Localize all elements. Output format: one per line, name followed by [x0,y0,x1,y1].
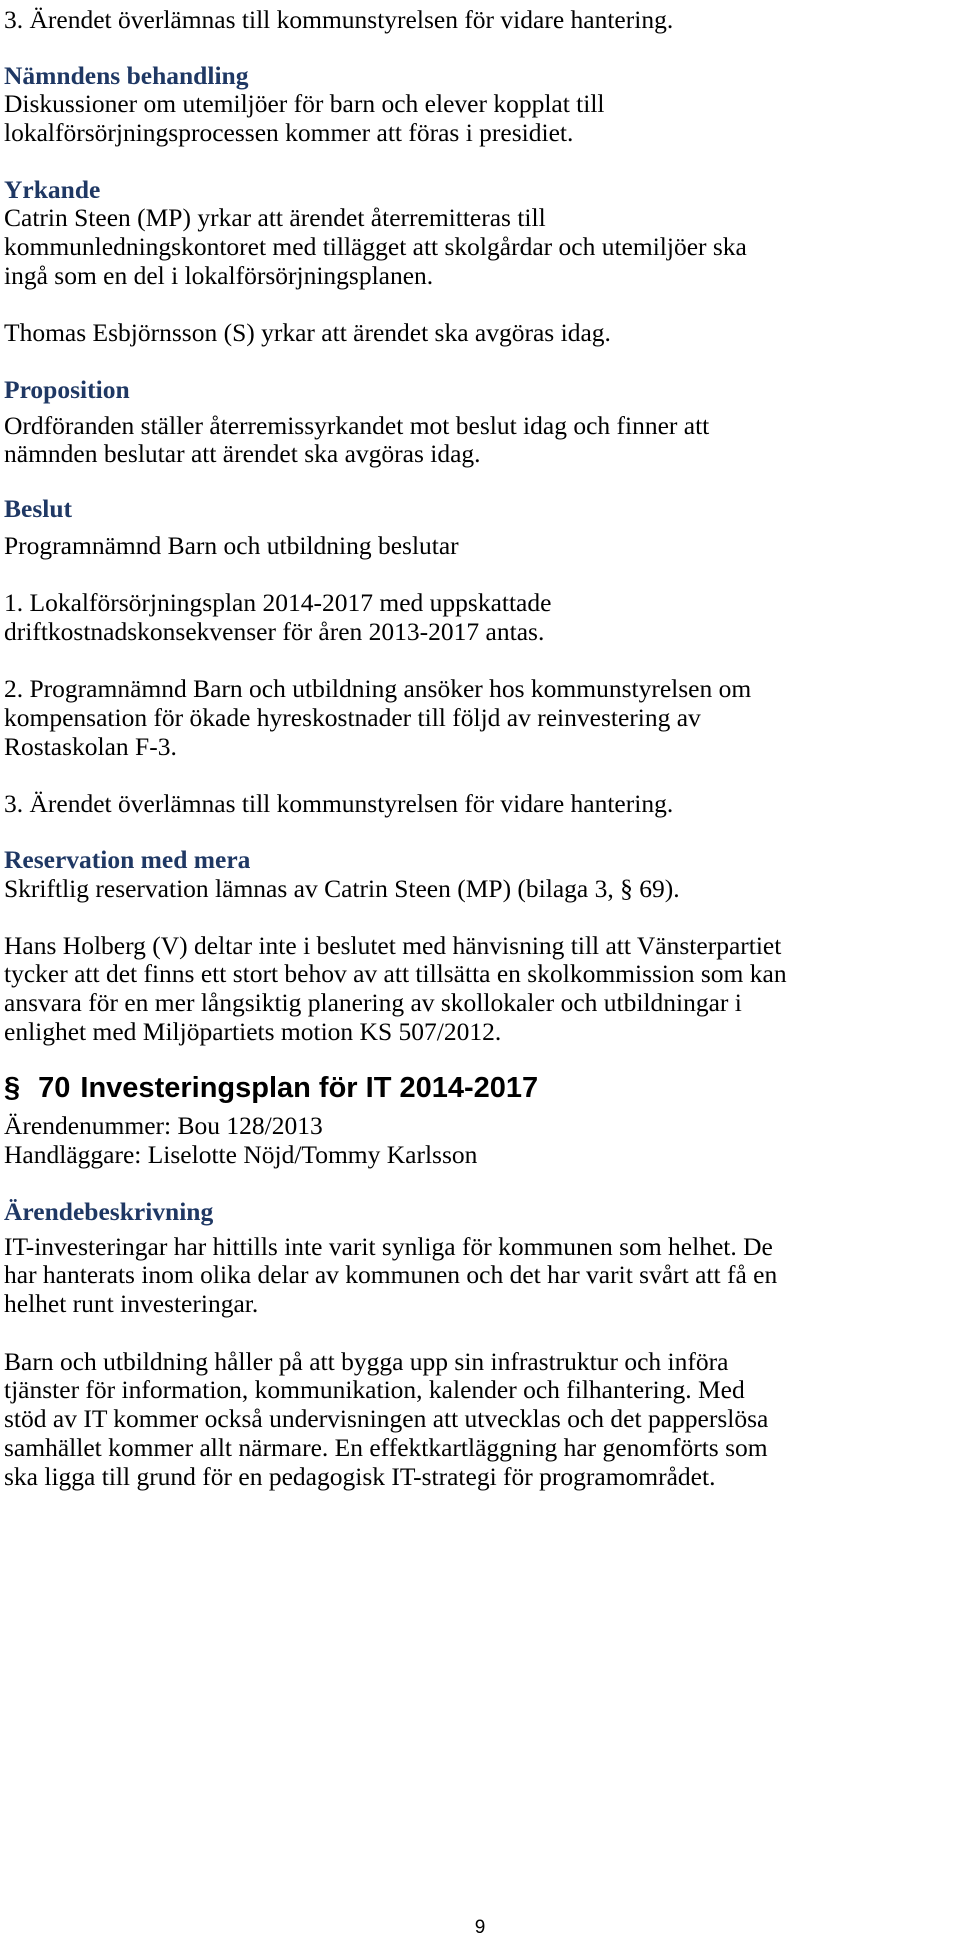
section-symbol: § [4,1072,21,1104]
body-line: ingå som en del i lokalförsörjningsplanen. [4,261,434,290]
reservation-line: Skriftlig reservation lämnas av Catrin Steen (MP) (bilaga 3, § 69). [4,874,680,903]
body-line: ska ligga till grund för en pedagogisk IT-strategi för programområdet. [4,1462,716,1491]
body-line: har hanterats inom olika delar av kommunen och det har varit svårt att få en [4,1260,778,1289]
body-line: tycker att det finns ett stort behov av att tillsätta en skolkommission som kan [4,959,787,988]
body-line: samhället kommer allt närmare. En effektkartläggning har genomförts som [4,1433,768,1462]
body-line: tjänster för information, kommunikation, kalender och filhantering. Med [4,1375,745,1404]
body-line: Diskussioner om utemiljöer för barn och elever kopplat till [4,89,605,118]
decision-item-1: 1. Lokalförsörjningsplan 2014-2017 med uppskattade [4,588,552,617]
body-line: Catrin Steen (MP) yrkar att ärendet återremitteras till [4,203,546,232]
decision-intro: Programnämnd Barn och utbildning beslutar [4,531,459,560]
heading-case-description: Ärendebeskrivning [4,1197,214,1226]
case-number: Ärendenummer: Bou 128/2013 [4,1111,323,1140]
body-line: stöd av IT kommer också undervisningen att utvecklas och det papperslösa [4,1404,769,1433]
section-number: 70 [38,1072,71,1104]
case-officers: Handläggare: Liselotte Nöjd/Tommy Karlsson [4,1140,478,1169]
body-line: helhet runt investeringar. [4,1289,259,1318]
body-line: IT-investeringar har hittills inte varit synliga för kommunen som helhet. De [4,1232,773,1261]
decision-item-3: 3. Ärendet överlämnas till kommunstyrelsen för vidare hantering. [4,789,674,818]
body-line: kommunledningskontoret med tillägget att skolgårdar och utemiljöer ska [4,232,747,261]
section-title: Investeringsplan för IT 2014-2017 [80,1072,539,1104]
body-line: nämnden beslutar att ärendet ska avgöras idag. [4,439,481,468]
body-line: Hans Holberg (V) deltar inte i beslutet med hänvisning till att Vänsterpartiet [4,931,782,960]
decision-item-2-cont: Rostaskolan F-3. [4,732,177,761]
heading-board-handling: Nämndens behandling [4,61,249,90]
body-line: enlighet med Miljöpartiets motion KS 507/2012. [4,1017,502,1046]
heading-proposition: Proposition [4,375,130,404]
body-line: Thomas Esbjörnsson (S) yrkar att ärendet ska avgöras idag. [4,318,611,347]
body-line: Barn och utbildning håller på att bygga upp sin infrastruktur och införa [4,1347,729,1376]
body-line: lokalförsörjningsprocessen kommer att föras i presidiet. [4,118,574,147]
decision-item-2: 2. Programnämnd Barn och utbildning ansöker hos kommunstyrelsen om [4,674,752,703]
decision-item-2-cont: kompensation för ökade hyreskostnader till följd av reinvestering av [4,703,701,732]
heading-reservation: Reservation med mera [4,845,251,874]
body-line: ansvara för en mer långsiktig planering av skollokaler och utbildningar i [4,988,742,1017]
section-heading [4,1070,538,1106]
body-line: Ordföranden ställer återremissyrkandet mot beslut idag och finner att [4,411,710,440]
heading-decision: Beslut [4,494,73,523]
heading-motion: Yrkande [4,175,101,204]
page-number: 9 [474,1917,486,1938]
decision-item-1-cont: driftkostnadskonsekvenser för åren 2013-2017 antas. [4,617,545,646]
decision-item-3-carried: 3. Ärendet överlämnas till kommunstyrelsen för vidare hantering. [4,5,674,34]
